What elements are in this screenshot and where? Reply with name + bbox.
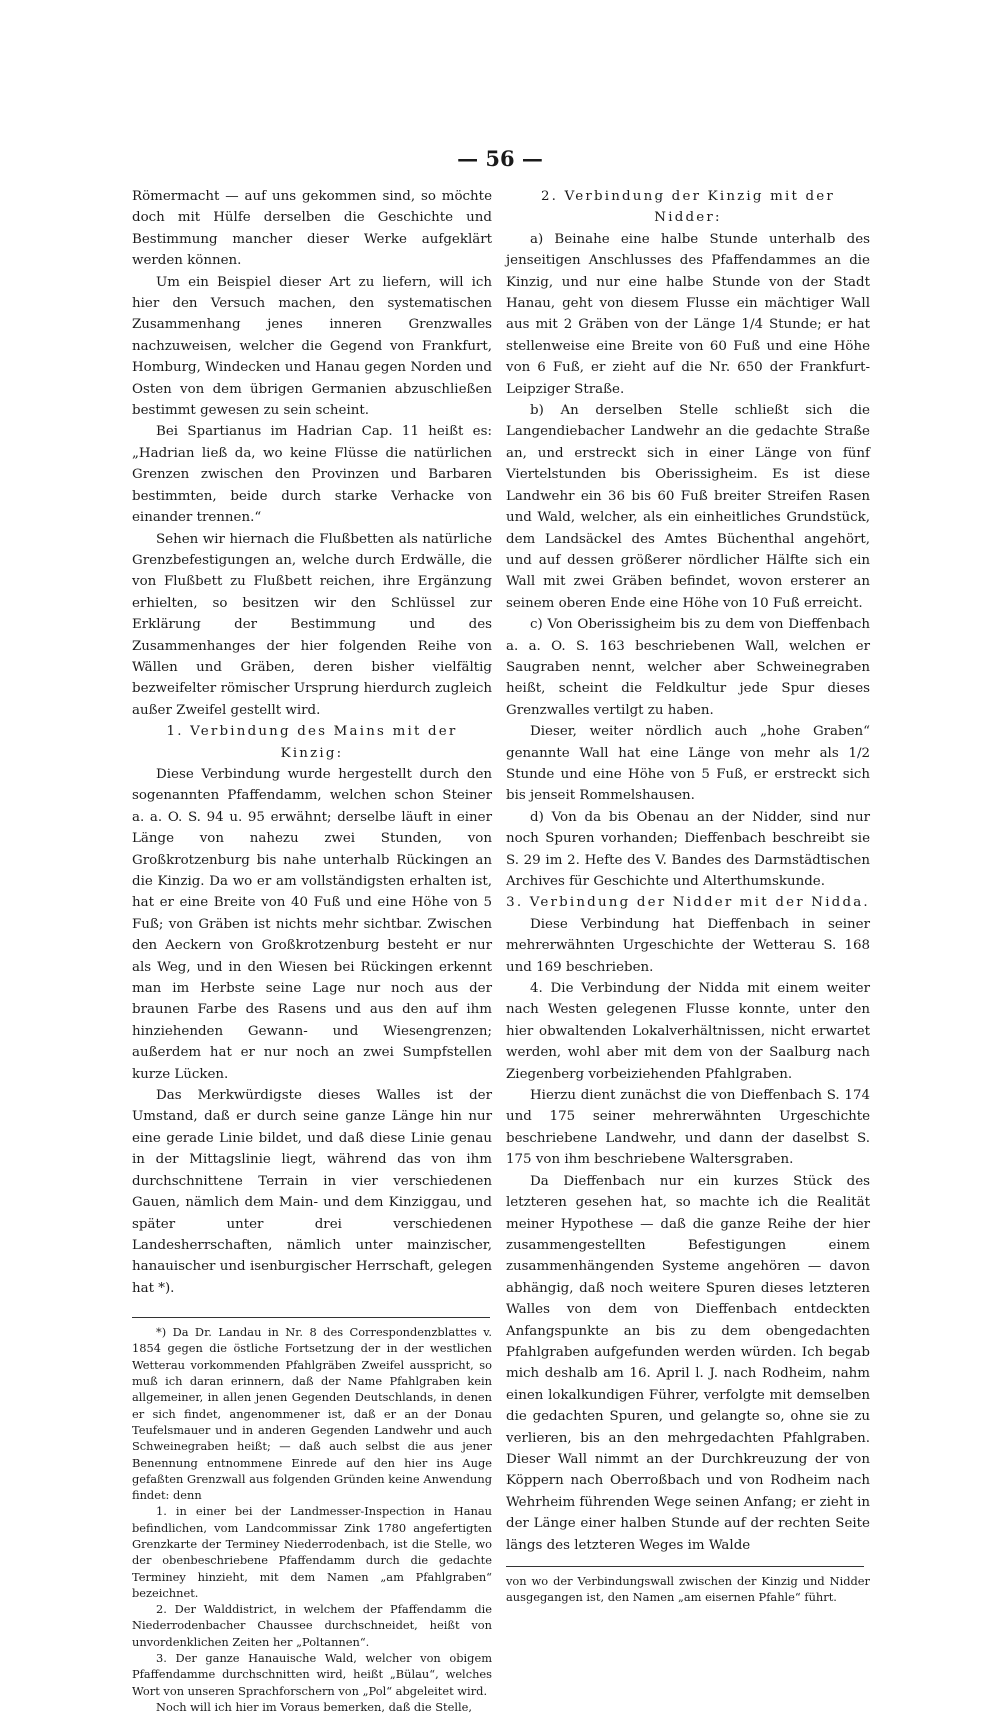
paragraph: Dieser, weiter nördlich auch „hohe Graben“ genannte Wall hat eine Länge von mehr als 1/2 Stunde und eine Höhe von 5 Fuß, er erstreckt sich bis jenseit Rommelshausen.	[506, 724, 870, 804]
paragraph: Um ein Beispiel dieser Art zu liefern, will ich hier den Versuch machen, den systematischen Zusammenhang jenes inneren Grenzwalles nachzuweisen, welcher die Gegend von Frankfurt, Homburg, Windecken und Hanau gegen Norden und Osten von dem übrigen Germanien abzuschließen bestimmt gewesen zu sein scheint.	[132, 274, 492, 419]
section-heading: 2. Verbindung der Kinzig mit der Nidder:	[540, 189, 836, 226]
footnotes	[132, 1317, 492, 1715]
section-heading: 3. Verbindung der Nidder mit der Nidda.	[506, 895, 870, 911]
paragraph: 4. Die Verbindung der Nidda mit einem weiter nach Westen gelegenen Flusse konnte, unter den hier obwaltenden Lokalverhältnissen, nicht erwartet werden, wohl aber mit dem von der Saalburg nach Ziegenberg vorbeiziehenden Pfahlgraben.	[506, 981, 870, 1082]
paragraph: d) Von da bis Obenau an der Nidder, sind nur noch Spuren vorhanden; Dieffenbach beschreibt sie S. 29 im 2. Hefte des V. Bandes des Darmstädtischen Archives für Geschichte und Alterthumskunde.	[506, 809, 870, 889]
footnote: *) Da Dr. Landau in Nr. 8 des Correspondenzblattes v. 1854 gegen die östliche Fortsetzung der in der westlichen Wetterau vorkommenden Pfahlgräben Zweifel ausspricht, so muß ich daran erinnern, daß der Name Pfahlgraben kein allgemeiner, in allen jenen Gegenden Deutschlands, in denen er sich findet, angenommener ist, daß er an der Donau Teufelsmauer und in anderen Gegenden Landwehr und auch Schweinegraben heißt; — daß auch selbst die aus jener Benennung entnommene Einrede auf den hier ins Auge gefaßten Grenzwall aus folgenden Gründen keine Anwendung findet: denn	[132, 1325, 492, 1503]
paragraph: Hierzu dient zunächst die von Dieffenbach S. 174 und 175 seiner mehrerwähnten Urgeschichte beschriebene Landwehr, und dann der daselbst S. 175 von ihm beschriebene Waltersgraben.	[506, 1088, 870, 1168]
paragraph: Das Merkwürdigste dieses Walles ist der Umstand, daß er durch seine ganze Länge hin nur eine gerade Linie bildet, und daß diese Linie genau in der Mittagslinie liegt, während das von ihm durchschnittene Terrain in vier verschiedenen Gauen, nämlich dem Main- und dem Kinziggau, und später unter drei verschiedenen Landesherrschaften, nämlich unter mainzischer, hanauischer und isenburgischer Herrschaft, gelegen hat *).	[132, 1088, 492, 1296]
footnote: Noch will ich hier im Voraus bemerken, daß die Stelle,	[156, 1699, 472, 1714]
paragraph: Bei Spartianus im Hadrian Cap. 11 heißt es: „Hadrian ließ da, wo keine Flüsse die natürlichen Grenzen zwischen den Provinzen und Barbaren bestimmten, beide durch starke Verhacke von einander trennen.“	[132, 424, 492, 526]
footnote-continuation-block	[506, 1566, 870, 1606]
paragraph: a) Beinahe eine halbe Stunde unterhalb des jenseitigen Anschlusses des Pfaffendammes an die Kinzig, und nur eine halbe Stunde von der Stadt Hanau, geht von diesem Flusse ein mächtiger Wall aus mit 2 Gräben von der Länge 1/4 Stunde; er hat stellenweise eine Breite von 60 Fuß und eine Höhe von 6 Fuß, er zieht auf die Nr. 650 der Frankfurt-Leipziger Straße.	[506, 231, 870, 397]
footnote-rule	[132, 1317, 490, 1318]
section-heading: 1. Verbindung des Mains mit der Kinzig:	[166, 724, 458, 761]
page-number: — 56 —	[457, 146, 543, 171]
right-column	[506, 186, 870, 1606]
paragraph: b) An derselben Stelle schließt sich die Langendiebacher Landwehr an die gedachte Straße an, und erstreckt sich in einer Länge von fünf Viertelstunden bis Oberissigheim. Es ist diese Landwehr ein 36 bis 60 Fuß breiter Streifen Rasen und Wald, welcher, als ein einheitliches Grundstück, dem Landsäckel des Amtes Büchenthal angehört, und auf dessen größerer nördlicher Hälfte sich ein Wall mit zwei Gräben befindet, wovon ersterer an seinem oberen Ende eine Höhe von 10 Fuß erreicht.	[506, 403, 870, 611]
paragraph: Römermacht — auf uns gekommen sind, so möchte doch mit Hülfe derselben die Geschichte und Bestimmung mancher dieser Werke aufgeklärt werden können.	[132, 189, 492, 269]
paragraph: Diese Verbindung hat Dieffenbach in seiner mehrerwähnten Urgeschichte der Wetterau S. 168 und 169 beschrieben.	[506, 916, 870, 975]
paragraph: Da Dieffenbach nur ein kurzes Stück des letzteren gesehen hat, so machte ich die Realität meiner Hypothese — daß die ganze Reihe der hier zusammengestellten Befestigungen einem zusammenhängenden Systeme angehören — davon abhängig, daß noch weitere Spuren dieses letzteren Walles von dem von Dieffenbach entdeckten Anfangspunkte an bis zu dem obengedachten Pfahlgraben aufgefunden werden würden. Ich begab mich deshalb am 16. April l. J. nach Rodheim, nahm einen lokalkundigen Führer, verfolgte mit demselben die gedachten Spuren, und gelangte so, ohne sie zu verlieren, bis an den mehrgedachten Pfahlgraben. Dieser Wall nimmt an der Durchkreuzung der von Köppern nach Oberroßbach und von Rodheim nach Wehrheim führenden Wege seinen Anfang; er zieht in der Länge einer halben Stunde auf der rechten Seite längs des letzteren Weges im Walde	[506, 1173, 871, 1553]
paragraph: Sehen wir hiernach die Flußbetten als natürliche Grenzbefestigungen an, welche durch Erdwälle, die von Flußbett zu Flußbett reichen, ihre Ergänzung erhielten, so besitzen wir den Schlüssel zur Erklärung der Bestimmung und des Zusammenhanges der hier folgenden Reihe von Wällen und Gräben, deren bisher vielfältig bezweifelter römischer Ursprung hierdurch zugleich außer Zweifel gestellt wird.	[132, 531, 492, 718]
paragraph: c) Von Oberissigheim bis zu dem von Dieffenbach a. a. O. S. 163 beschriebenen Wall, welchen er Saugraben nennt, welcher aber Schweinegraben heißt, scheint die Feldkultur jede Spur dieses Grenzwalles vertilgt zu haben.	[506, 617, 870, 718]
footnote: 1. in einer bei der Landmesser-Inspection in Hanau befindlichen, vom Landcommissar Zink 1780 angefertigten Grenzkarte der Terminey Niederrodenbach, ist die Stelle, wo der obenbeschriebene Pfaffendamm durch die gedachte Terminey hinzieht, mit dem Namen „am Pfahlgraben“ bezeichnet.	[132, 1504, 492, 1600]
footnote: 2. Der Walddistrict, in welchem der Pfaffendamm die Niederrodenbacher Chaussee durchschneidet, heißt von unvordenklichen Zeiten her „Poltannen“.	[132, 1602, 492, 1649]
footnote-continuation: von wo der Verbindungswall zwischen der Kinzig und Nidder ausgegangen ist, den Namen „am eisernen Pfahle“ führt.	[506, 1574, 870, 1605]
footnote-rule	[506, 1566, 864, 1567]
left-column	[132, 186, 492, 1715]
paragraph: Diese Verbindung wurde hergestellt durch den sogenannten Pfaffendamm, welchen schon Steiner a. a. O. S. 94 u. 95 erwähnt; derselbe läuft in einer Länge von nahezu zwei Stunden, von Großkrotzenburg bis nahe unterhalb Rückingen an die Kinzig. Da wo er am vollständigsten erhalten ist, hat er eine Breite von 40 Fuß und eine Höhe von 5 Fuß; von Gräben ist nichts mehr sichtbar. Zwischen den Aeckern von Großkrotzenburg besteht er nur als Weg, und in den Wiesen bei Rückingen erkennt man im Herbste seine Lage nur noch aus der braunen Farbe des Rasens und aus den auf ihm hinziehenden Gewann- und Wiesengrenzen; außerdem hat er nur noch an zwei Sumpfstellen kurze Lücken.	[132, 766, 492, 1082]
footnote: 3. Der ganze Hanauische Wald, welcher von obigem Pfaffendamme durchschnitten wird, heißt „Bülau“, welches Wort von unseren Sprachforschern von „Pol“ abgeleitet wird.	[132, 1651, 492, 1698]
